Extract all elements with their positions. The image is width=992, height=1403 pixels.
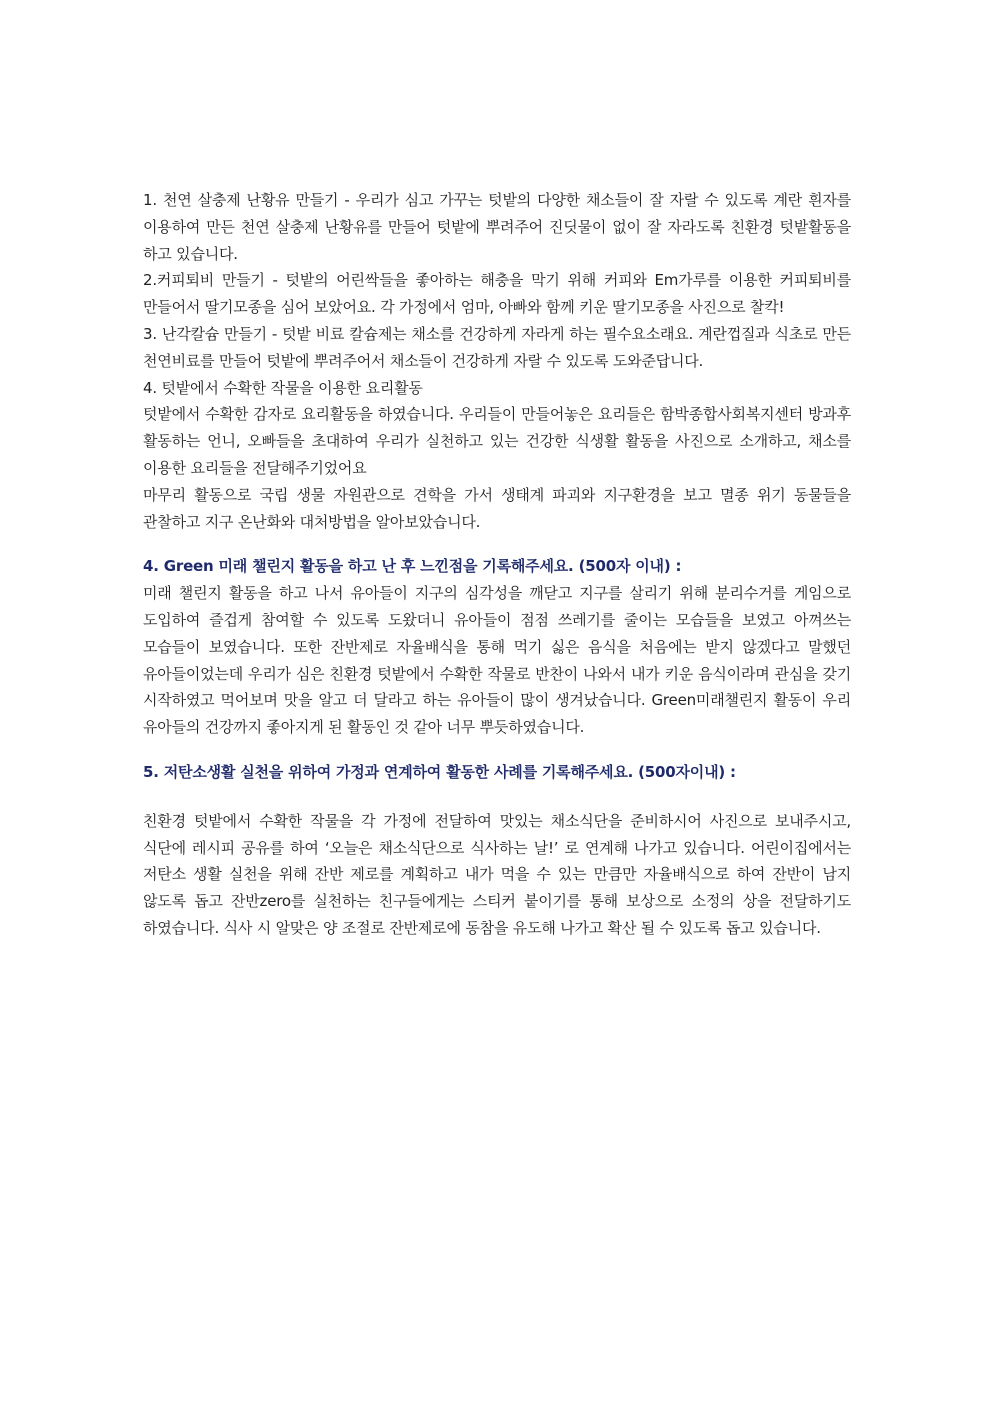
- activity-2-text: 2.커피퇴비 만들기 - 텃밭의 어린싹들을 좋아하는 해충을 막기 위해 커피와 Em가루를 이용한 커피퇴비를 만들어서 딸기모종을 심어 보았어요. 각 가정에서 엄마, 아빠와 함께 키운 딸기모종을 사진으로 찰칵!: [143, 271, 851, 317]
- section-4-heading: 4. Green 미래 챌린지 활동을 하고 난 후 느낀점을 기록해주세요. (500자 이내) :: [143, 557, 682, 576]
- activity-4-text: 텃밭에서 수확한 감자로 요리활동을 하였습니다. 우리들이 만들어놓은 요리들은 함박종합사회복지센터 방과후 활동하는 언니, 오빠들을 초대하여 우리가 실천하고 있는 건강한 식생활 활동을 사진으로 소개하고, 채소를 이용한 요리들을 전달해주기었어요: [143, 405, 851, 477]
- section-4-body: 미래 챌린지 활동을 하고 나서 유아들이 지구의 심각성을 깨닫고 지구를 살리기 위해 분리수거를 게임으로 도입하여 즐겁게 참여할 수 있도록 도왔더니 유아들이 점점 쓰레기를 줄이는 모습들을 보였고 아껴쓰는 모습들이 보였습니다. 또한 잔반제로 자율배식을 통해 먹기 싫은 음식을 처음에는 받지 않겠다고 말했던 유아들이었는데 우리가 심은 친환경 텃밭에서 수확한 작물로 반찬이 나와서 내가 키운 음식이라며 관심을 갖기 시작하였고 먹어보며 맛을 알고 더 달라고 하는 유아들이 많이 생겨났습니다. Green미래챌린지 활동이 우리 유아들의 건강까지 좋아지게 된 활동인 것 같아 너무 뿌듯하였습니다.: [143, 584, 851, 737]
- document-page: [143, 187, 851, 942]
- spacer: [143, 535, 851, 553]
- section-5-body: 친환경 텃밭에서 수확한 작물을 각 가정에 전달하여 맛있는 채소식단을 준비하시어 사진으로 보내주시고, 식단에 레시피 공유를 하여 ‘오늘은 채소식단으로 식사하는 날!’ 로 연계해 나가고 있습니다. 어린이집에서는 저탄소 생활 실천을 위해 잔반 제로를 계획하고 내가 먹을 수 있는 만큼만 자율배식으로 하여 잔반이 남지 않도록 돕고 잔반zero를 실천하는 친구들에게는 스티커 붙이기를 통해 보상으로 소정의 상을 전달하기도 하였습니다. 식사 시 알맞은 양 조절로 잔반제로에 동참을 유도해 나가고 확산 될 수 있도록 돕고 있습니다.: [143, 811, 851, 937]
- activity-1-text: 1. 천연 살충제 난황유 만들기 - 우리가 심고 가꾸는 텃밭의 다양한 채소들이 잘 자랄 수 있도록 계란 흰자를 이용하여 만든 천연 살충제 난황유를 만들어 텃밭에 뿌려주어 진딧물이 없이 잘 자라도록 친환경 텃밭활동을 하고 있습니다.: [143, 191, 851, 263]
- spacer: [143, 786, 851, 808]
- section-5-heading: 5. 저탄소생활 실천을 위하여 가정과 연계하여 활동한 사례를 기록해주세요. (500자이내) :: [143, 762, 736, 781]
- spacer: [143, 741, 851, 759]
- field-trip-text: 마무리 활동으로 국립 생물 자원관으로 견학을 가서 생태계 파괴와 지구환경을 보고 멸종 위기 동물들을 관찰하고 지구 온난화와 대처방법을 알아보았습니다.: [143, 485, 851, 531]
- activity-3-text: 3. 난각칼슘 만들기 - 텃밭 비료 칼슘제는 채소를 건강하게 자라게 하는 필수요소래요. 계란껍질과 식초로 만든 천연비료를 만들어 텃밭에 뿌려주어서 채소들이 건강하게 자랄 수 있도록 도와준답니다.: [143, 324, 851, 370]
- activity-4-title: 4. 텃밭에서 수확한 작물을 이용한 요리활동: [143, 378, 423, 397]
